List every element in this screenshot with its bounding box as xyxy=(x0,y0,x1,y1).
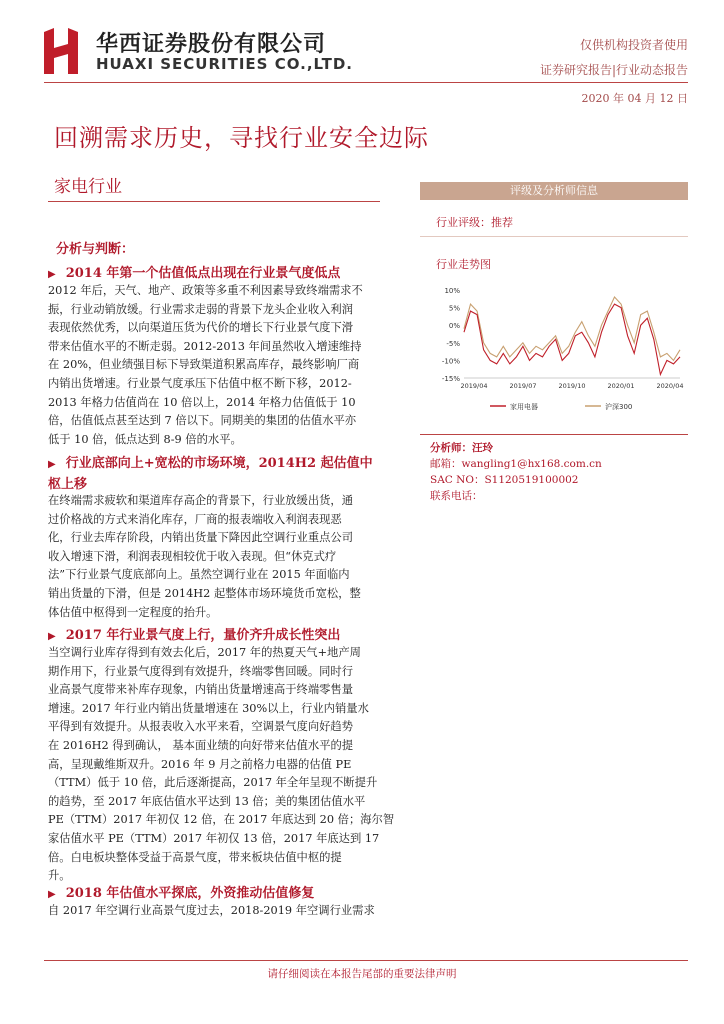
body-line: 在 2016H2 得到确认， 基本面业绩的向好带来估值水平的提 xyxy=(48,738,354,752)
report-date: 2020 年 04 月 12 日 xyxy=(581,92,688,105)
body-line: 平得到有效提升。从报表收入水平来看，空调景气度向好趋势 xyxy=(48,720,354,734)
analysis-heading: 分析与判断： xyxy=(56,242,135,257)
y-tick-label: -5% xyxy=(446,339,460,348)
body-line: 销出货量的下滑，但是 2014H2 起整体市场环境货币宽松，整 xyxy=(48,586,361,600)
x-tick-label: 2020/04 xyxy=(656,382,684,390)
analyst-phone: 联系电话： xyxy=(430,490,483,502)
analyst-divider xyxy=(420,434,688,435)
body-line: 带来估值水平的不断走弱。2012-2013 年间虽然收入增速维持 xyxy=(48,339,362,353)
body-line: 高，呈现戴维斯双升。2016 年 9 月之前格力电器的估值 PE xyxy=(48,757,352,771)
body-line: 期作用下，行业景气度得到有效提升，终端零售回暖。同时行 xyxy=(48,664,354,678)
body-line: 倍，估值低点甚至达到 7 倍以下。同期美的集团的估值水平亦 xyxy=(48,414,357,428)
huaxi-logo-icon xyxy=(44,28,78,74)
report-title: 回溯需求历史，寻找行业安全边际 xyxy=(54,124,429,152)
industry-trend-chart xyxy=(430,282,685,417)
body-line: 业高景气度带来补库存现象，内销出货量增速高于终端零售量 xyxy=(48,683,354,697)
y-tick-label: 0% xyxy=(448,322,460,331)
company-name-cn: 华西证券股份有限公司 xyxy=(96,32,327,57)
series-line xyxy=(464,297,680,360)
body-line: 过价格战的方式来消化库存，厂商的报表端收入利润表现恶 xyxy=(48,512,342,526)
audience-note: 仅供机构投资者使用 xyxy=(579,38,688,52)
bullet-triangle-icon: ▶ xyxy=(48,889,56,900)
x-tick-label: 2019/07 xyxy=(509,382,537,390)
report-category: 证券研究报告|行业动态报告 xyxy=(539,63,688,77)
body-line: 倍。白电板块整体受益于高景气度，带来板块估值中枢的提 xyxy=(48,850,342,864)
section-4-body xyxy=(48,902,396,921)
footer-divider xyxy=(44,960,688,961)
body-line: 当空调行业库存得到有效去化后，2017 年的热夏天气+地产周 xyxy=(48,646,361,659)
legend-label: 沪深300 xyxy=(605,403,633,411)
body-line: 2013 年格力估值尚在 10 倍以上，2014 年格力估值低于 10 xyxy=(48,395,356,409)
body-line: 内销出货增速。行业景气度承压下估值中枢不断下移，2012- xyxy=(48,376,352,390)
section-heading-text: 2018 年估值水平探底，外资推动估值修复 xyxy=(65,886,315,901)
x-tick-label: 2019/04 xyxy=(460,382,488,390)
body-line: 表现依然优秀，以向渠道压货为代价的增长下行业景气度下滑 xyxy=(48,321,354,335)
body-line: 家估值水平 PE（TTM）2017 年初仅 13 倍，2017 年底达到 17 xyxy=(48,831,380,845)
section-3-body xyxy=(48,644,396,886)
company-name-en: HUAXI SECURITIES CO.,LTD. xyxy=(96,55,353,73)
x-tick-label: 2020/01 xyxy=(607,382,635,390)
header-divider xyxy=(44,82,688,83)
body-line: 增速。2017 年行业内销出货量增速在 30%以上，行业内销量水 xyxy=(48,701,369,715)
analyst-email: 邮箱：wangling1@hx168.com.cn xyxy=(430,458,602,470)
bullet-triangle-icon: ▶ xyxy=(48,269,56,280)
body-line: PE（TTM）2017 年初仅 12 倍，在 2017 年底达到 20 倍；海尔智 xyxy=(48,813,395,827)
section-heading-text: 2017 年行业景气度上行，量价齐升成长性突出 xyxy=(65,628,341,643)
body-line: （TTM）低于 10 倍，此后逐渐提高，2017 年全年呈现不断提升 xyxy=(48,776,378,790)
industry-rating: 行业评级：推荐 xyxy=(436,216,513,229)
body-line: 法”下行业景气度底部向上。虽然空调行业在 2015 年面临内 xyxy=(48,568,350,582)
rating-panel-header: 评级及分析师信息 xyxy=(420,182,688,200)
section-heading-text: 2014 年第一个估值低点出现在行业景气度低点 xyxy=(65,266,341,281)
body-line: 升。 xyxy=(48,869,71,883)
body-line: 振，行业动销放缓。行业需求走弱的背景下龙头企业收入利润 xyxy=(48,302,354,316)
body-line: 化，行业去库存阶段，内销出货量下降因此空调行业重点公司 xyxy=(48,531,354,545)
body-line: 自 2017 年空调行业高景气度过去，2018-2019 年空调行业需求 xyxy=(48,904,375,917)
trend-chart-title: 行业走势图 xyxy=(436,258,491,271)
industry-divider xyxy=(48,201,380,202)
body-line: 体估值中枢得到一定程度的抬升。 xyxy=(48,605,218,619)
section-1-body xyxy=(48,282,396,449)
y-tick-label: 10% xyxy=(444,287,460,295)
bullet-triangle-icon: ▶ xyxy=(48,459,56,470)
section-2-body xyxy=(48,492,396,622)
section-2-heading xyxy=(48,454,398,495)
legend-label: 家用电器 xyxy=(510,403,538,411)
analyst-sac: SAC NO：S1120519100002 xyxy=(430,474,579,486)
y-tick-label: 5% xyxy=(448,304,460,313)
body-line: 低于 10 倍，低点达到 8-9 倍的水平。 xyxy=(48,432,242,446)
y-tick-label: -10% xyxy=(441,357,460,366)
panel-divider xyxy=(420,236,688,237)
body-line: 收入增速下滑，利润表现相较优于收入表现。但“休克式疗 xyxy=(48,549,337,563)
section-heading-text: 枢上移 xyxy=(48,477,88,492)
body-line: 2012 年后，天气、地产、政策等多重不利因素导致终端需求不 xyxy=(48,284,363,297)
bullet-triangle-icon: ▶ xyxy=(48,631,56,642)
body-line: 在 20%，但业绩强目标下导致渠道积累高库存，最终影响厂商 xyxy=(48,358,360,372)
y-tick-label: -15% xyxy=(441,375,460,383)
industry-name: 家电行业 xyxy=(54,177,122,197)
analyst-name: 分析师：汪玲 xyxy=(430,442,493,454)
body-line: 的趋势，至 2017 年底估值水平达到 13 倍；美的集团估值水平 xyxy=(48,794,366,808)
body-line: 在终端需求疲软和渠道库存高企的背景下，行业放缓出货，通 xyxy=(48,494,354,507)
x-tick-label: 2019/10 xyxy=(558,382,586,390)
legal-notice: 请仔细阅读在本报告尾部的重要法律声明 xyxy=(267,968,457,980)
section-heading-text: 行业底部向上+宽松的市场环境，2014H2 起估值中 xyxy=(65,456,373,471)
